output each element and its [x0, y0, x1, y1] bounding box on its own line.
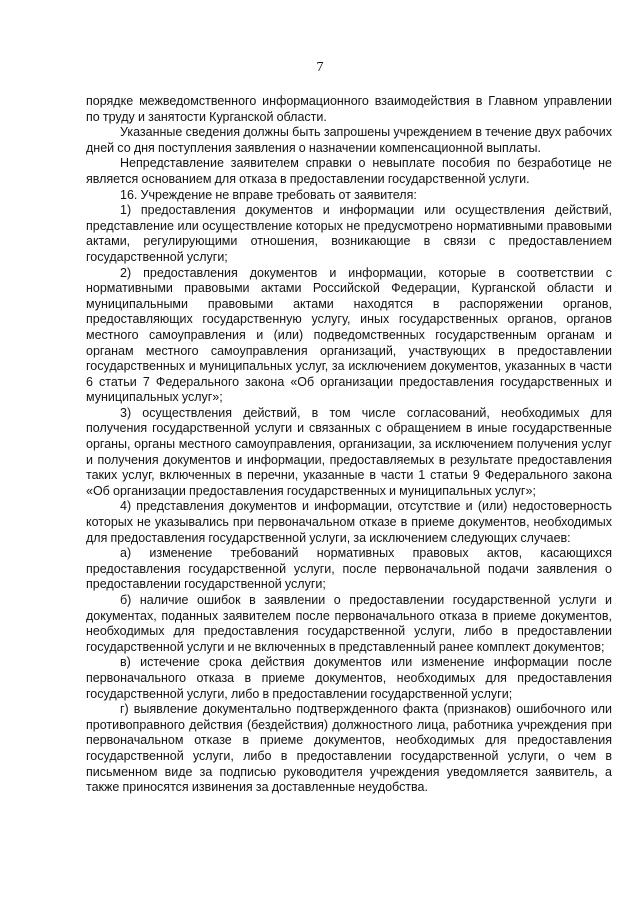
paragraph: Непредставление заявителем справки о невыплате пособия по безработице не является основанием для отказа в предоставлении государственной услуги. [86, 156, 612, 186]
paragraph: Указанные сведения должны быть запрошены учреждением в течение двух рабочих дней со дня поступления заявления о назначении компенсационной выплаты. [86, 125, 612, 155]
paragraph: 16. Учреждение не вправе требовать от заявителя: [120, 187, 417, 202]
paragraph: 3) осуществления действий, в том числе согласований, необходимых для получения государственной услуги и связанных с обращением в иные государственные органы, органы местного самоуправления, организации, за исключением получения услуг и получения документов и информации, предоставляемых в результате предоставления таких услуг, включенных в перечни, указанные в части 1 статьи 9 Федерального закона «Об организации предоставления государственных и муниципальных услуг»; [86, 405, 612, 498]
page-number: 7 [316, 60, 324, 75]
paragraph: 2) предоставления документов и информации, которые в соответствии с нормативными правовыми актами Российской Федерации, Курганской области и муниципальными правовыми актами находятся в распоряжении органов, предоставляющих государственную услугу, иных государственных органов, органов местного самоуправления и (или) подведомственных государственным органам и органам местного самоуправления организаций, участвующих в предоставлении государственных и муниципальных услуг, за исключением документов, указанных в части 6 статьи 7 Федерального закона «Об организации предоставления государственных и муниципальных услуг»; [86, 265, 612, 405]
paragraph: б) наличие ошибок в заявлении о предоставлении государственной услуги и документах, поданных заявителем после первоначального отказа в приеме документов, необходимых для предоставления государственной услуги, либо в предоставлении государственной услуги и не включенных в представленный ранее комплект документов; [86, 593, 612, 654]
paragraph: 1) предоставления документов и информации или осуществления действий, представление или осуществление которых не предусмотрено нормативными правовыми актами, регулирующими отношения, возникающие в связи с предоставлением государственной услуги; [86, 203, 612, 264]
document-body [86, 94, 612, 796]
paragraph: порядке межведомственного информационного взаимодействия в Главном управлении по труду и занятости Курганской области. [86, 94, 612, 124]
paragraph: 4) представления документов и информации, отсутствие и (или) недостоверность которых не указывались при первоначальном отказе в приеме документов, необходимых для предоставления государственной услуги, за исключением следующих случаев: [86, 499, 612, 545]
paragraph: а) изменение требований нормативных правовых актов, касающихся предоставления государственной услуги, после первоначальной подачи заявления о предоставлении государственной услуги; [86, 546, 612, 592]
paragraph: г) выявление документально подтвержденного факта (признаков) ошибочного или противоправного действия (бездействия) должностного лица, работника учреждения при первоначальном отказе в приеме документов, необходимых для предоставления государственной услуги, либо в предоставлении государственной услуги, о чем в письменном виде за подписью руководителя учреждения уведомляется заявитель, а также приносятся извинения за доставленные неудобства. [86, 702, 612, 795]
paragraph: в) истечение срока действия документов или изменение информации после первоначального отказа в приеме документов, необходимых для предоставления государственной услуги, либо в предоставлении государственной услуги; [86, 655, 612, 701]
